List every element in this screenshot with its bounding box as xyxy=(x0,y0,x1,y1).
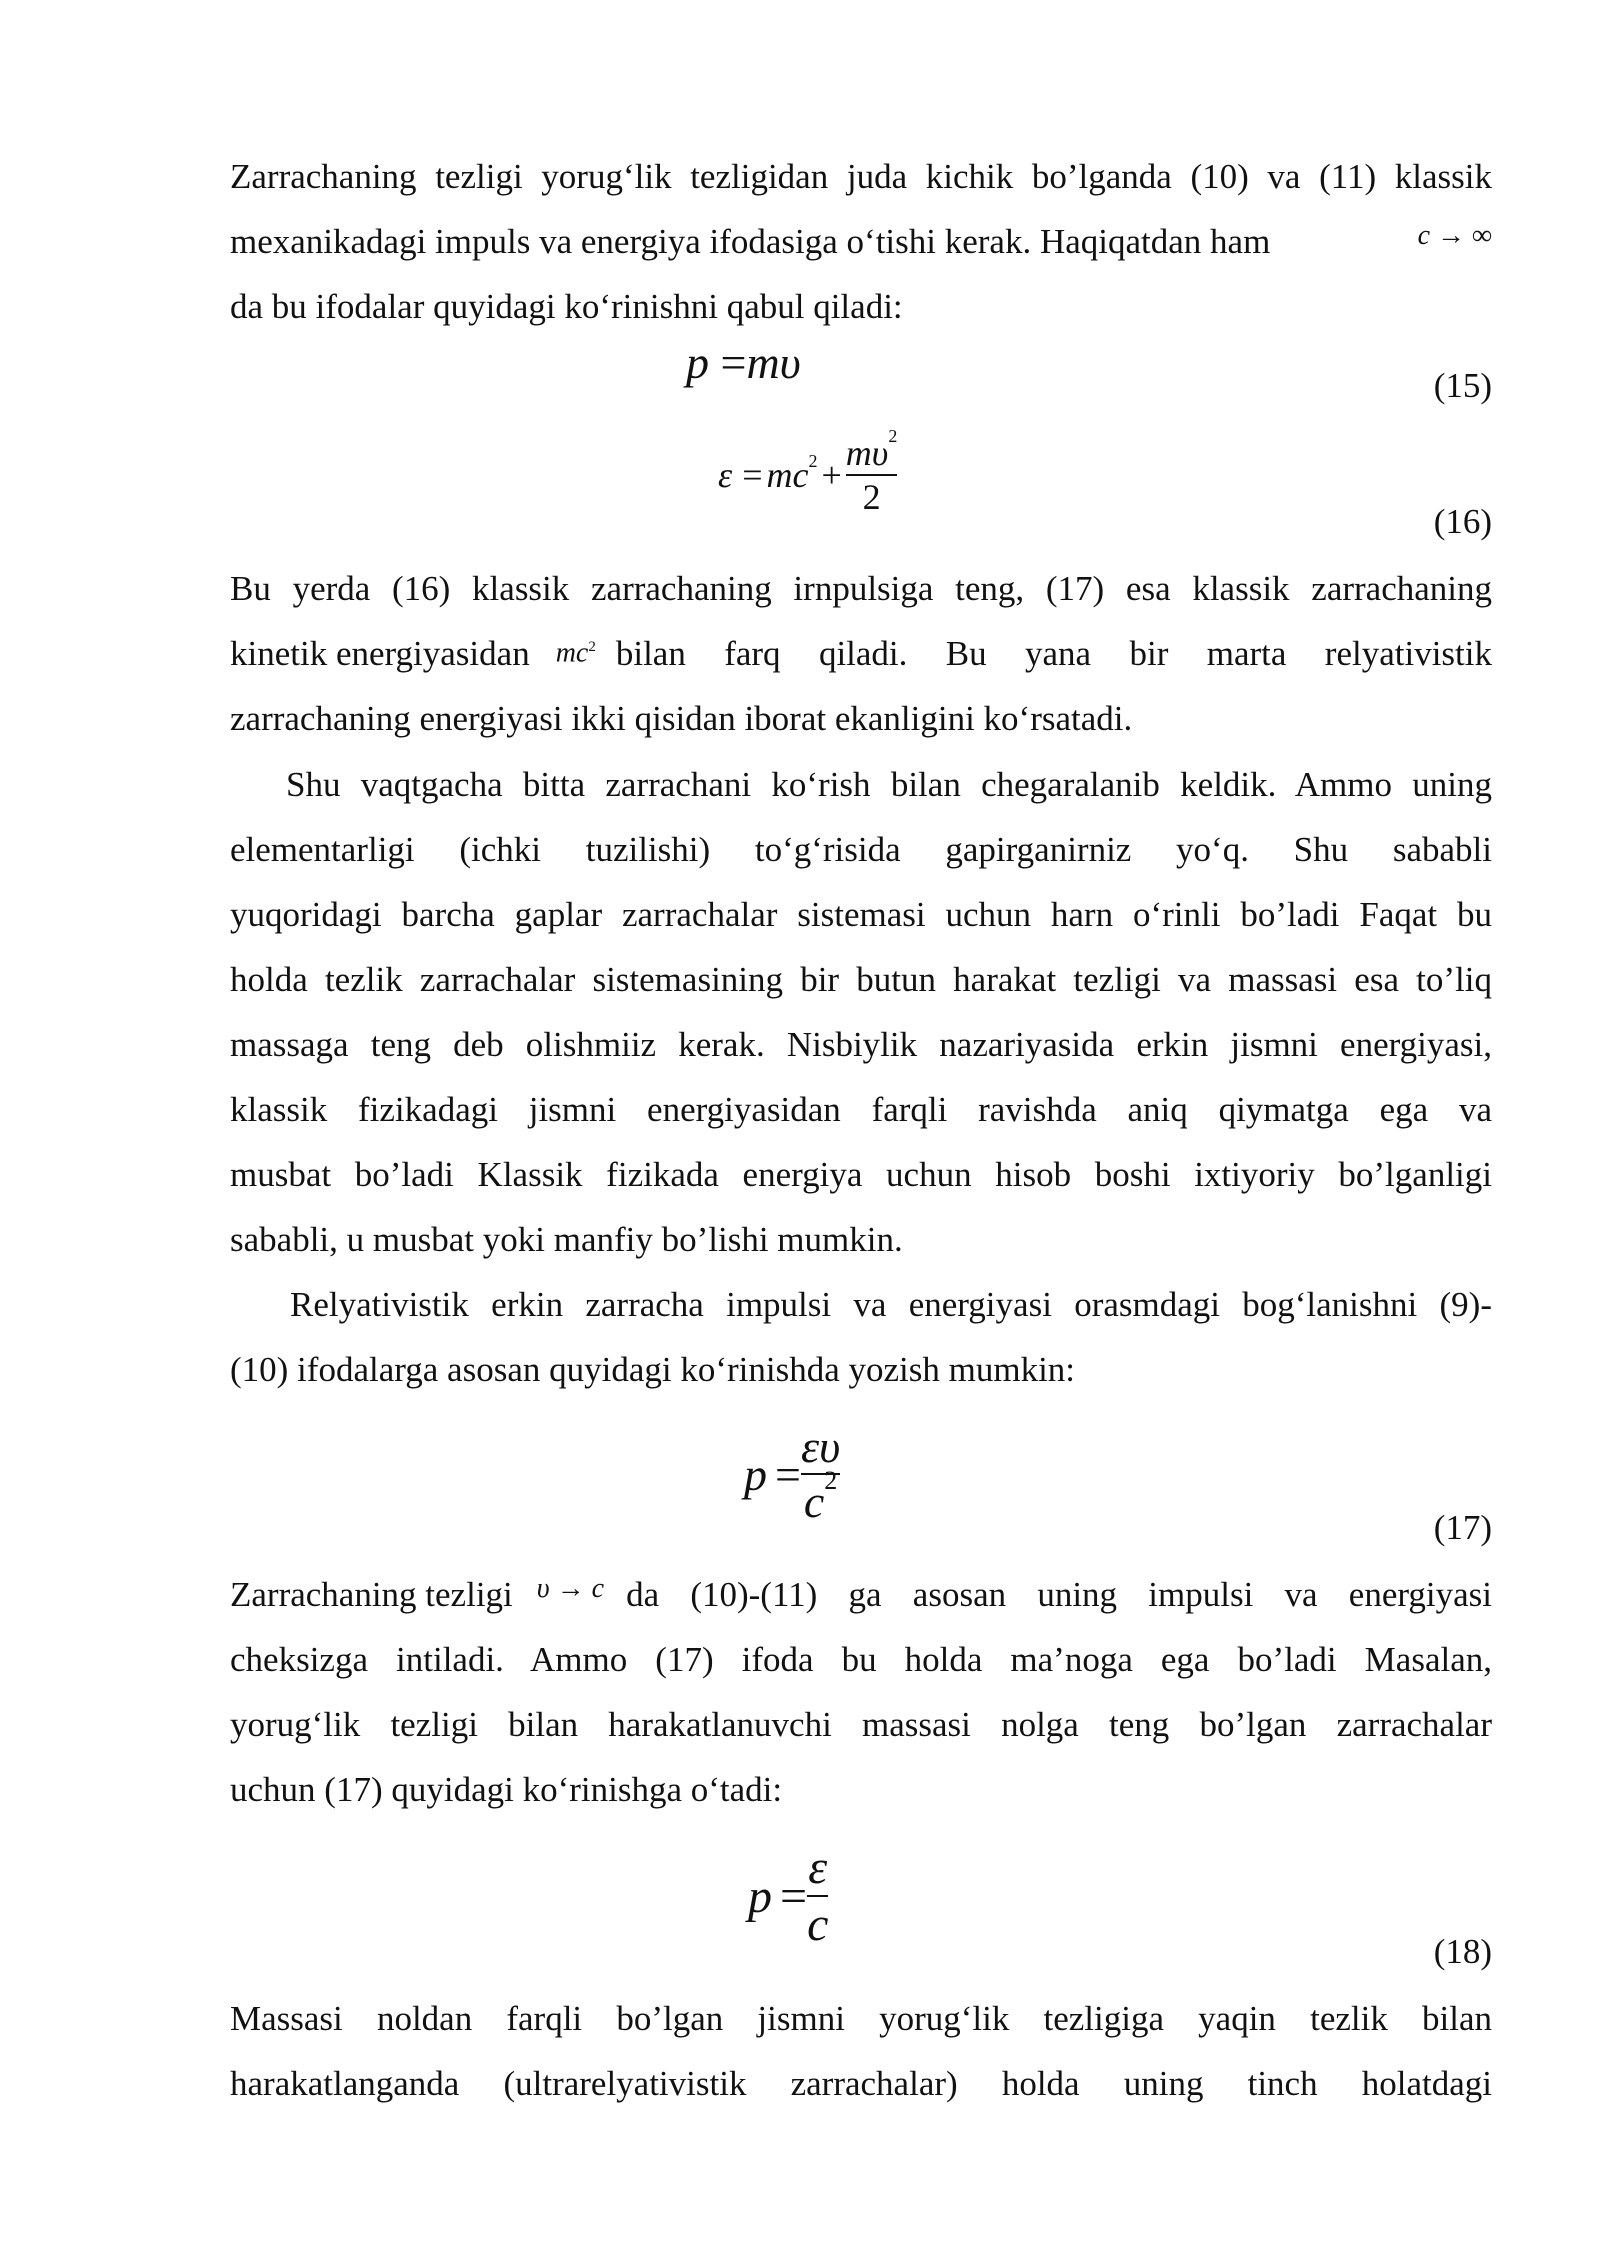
eq-fraction xyxy=(801,1420,840,1528)
equation-16 xyxy=(718,426,898,518)
text-line: Massasi noldan farqli bo’lgan jismni yorug‘lik tezligiga yaqin tezlik bilan xyxy=(230,1999,1492,2038)
frac-denominator: 2 xyxy=(862,477,881,517)
text-line: yorug‘lik tezligi bilan harakatlanuvchi massasi nolga teng bo’lgan zarrachalar xyxy=(230,1705,1492,1744)
eq-lhs: ε xyxy=(718,455,733,495)
text-line: da bu ifodalar quyidagi ko‘rinishni qabul qiladi: xyxy=(230,287,903,326)
frac-denominator: $c^2$ xyxy=(803,1465,838,1527)
eq-sign: = xyxy=(720,337,747,388)
eq-lhs: p xyxy=(744,1448,767,1500)
paragraph-3 xyxy=(230,752,1492,1272)
text-span: Zarrachaning tezligi xyxy=(230,1575,513,1614)
equation-number-18: (18) xyxy=(1433,1932,1492,1971)
paragraph-4 xyxy=(230,1272,1492,1402)
inline-math: $mc^2$ xyxy=(555,637,596,669)
eq-sign: = xyxy=(775,1448,801,1500)
text-line: Zarrachaning tezligi yorug‘lik tezligidan juda kichik bo’lganda (10) va (11) klassik xyxy=(230,157,1492,196)
text-line: massaga teng deb olishmiiz kerak. Nisbiylik nazariyasida erkin jismni energiyasi, xyxy=(230,1025,1492,1064)
text-line: elementarligi (ichki tuzilishi) to‘g‘risida gapirganirniz yo‘q. Shu sababli xyxy=(230,830,1492,869)
frac-numerator: $m\upsilon^2$ xyxy=(845,426,898,473)
eq-plus: + xyxy=(821,455,842,495)
eq-sign: = xyxy=(780,1869,808,1923)
text-line: zarrachaning energiyasi ikki qisidan iborat ekanligini ko‘rsatadi. xyxy=(230,699,1133,738)
text-line xyxy=(230,209,1492,274)
eq-rhs: mυ xyxy=(746,337,801,388)
text-span: mexanikadagi impuls va energiya ifodasiga o‘tishi kerak. Haqiqatdan ham xyxy=(230,222,1271,261)
text-span: kinetik energiyasidan xyxy=(230,634,530,673)
text-line: klassik fizikadagi jismni energiyasidan farqli ravishda aniq qiymatga ega va xyxy=(230,1090,1492,1129)
eq-fraction xyxy=(807,1840,828,1952)
text-line: yuqoridagi barcha gaplar zarrachalar sistemasi uchun harn o‘rinli bo’ladi Faqat bu xyxy=(230,895,1492,934)
equation-18 xyxy=(748,1840,828,1952)
text-span: bilan farq qiladi. Bu yana bir marta relyativistik xyxy=(615,634,1492,673)
equation-number-15: (15) xyxy=(1433,366,1492,405)
paragraph-6 xyxy=(230,1986,1492,2116)
frac-denominator: c xyxy=(807,1898,829,1951)
equation-number-16: (16) xyxy=(1433,502,1492,541)
frac-numerator: ε xyxy=(808,1841,828,1894)
text-line xyxy=(230,621,1492,686)
eq-lhs: p xyxy=(686,337,709,388)
paragraph-1 xyxy=(230,144,1492,339)
eq-lhs: p xyxy=(748,1869,772,1923)
eq-exponent: 2 xyxy=(808,450,818,471)
text-line: uchun (17) quyidagi ko‘rinishga o‘tadi: xyxy=(230,1770,783,1809)
text-line: (10) ifodalarga asosan quyidagi ko‘rinishda yozish mumkin: xyxy=(230,1350,1076,1389)
text-line: harakatlanganda (ultrarelyativistik zarrachalar) holda uning tinch holatdagi xyxy=(230,2064,1492,2103)
text-line: musbat bo’ladi Klassik fizikada energiya uchun hisob boshi ixtiyoriy bo’lganligi xyxy=(230,1155,1492,1194)
inline-math: υ → c xyxy=(536,1573,605,1604)
equation-17 xyxy=(744,1420,840,1528)
text-line: Bu yerda (16) klassik zarrachaning irnpulsiga teng, (17) esa klassik zarrachaning xyxy=(230,569,1492,608)
text-line xyxy=(230,1562,1492,1627)
paragraph-2 xyxy=(230,556,1492,751)
text-span: da (10)-(11) ga asosan uning impulsi va energiyasi xyxy=(626,1575,1492,1614)
text-line: holda tezlik zarrachalar sistemasining bir butun harakat tezligi va massasi esa to’liq xyxy=(230,960,1492,999)
text-line: sababli, u musbat yoki manfiy bo’lishi mumkin. xyxy=(230,1220,903,1259)
equation-number-17: (17) xyxy=(1433,1508,1492,1547)
text-line: Relyativistik erkin zarracha impulsi va energiyasi orasmdagi bog‘lanishni (9)- xyxy=(290,1285,1492,1324)
frac-numerator: ευ xyxy=(800,1421,841,1472)
eq-sign: = xyxy=(742,455,763,495)
eq-term: mc xyxy=(766,455,809,495)
paragraph-5 xyxy=(230,1562,1492,1822)
text-line: cheksizga intiladi. Ammo (17) ifoda bu holda ma’noga ega bo’ladi Masalan, xyxy=(230,1640,1492,1679)
eq-fraction xyxy=(845,426,898,518)
equation-15 xyxy=(686,336,801,389)
inline-math: c → ∞ xyxy=(1417,220,1492,251)
text-line: Shu vaqtgacha bitta zarrachani ko‘rish bilan chegaralanib keldik. Ammo uning xyxy=(286,765,1492,804)
